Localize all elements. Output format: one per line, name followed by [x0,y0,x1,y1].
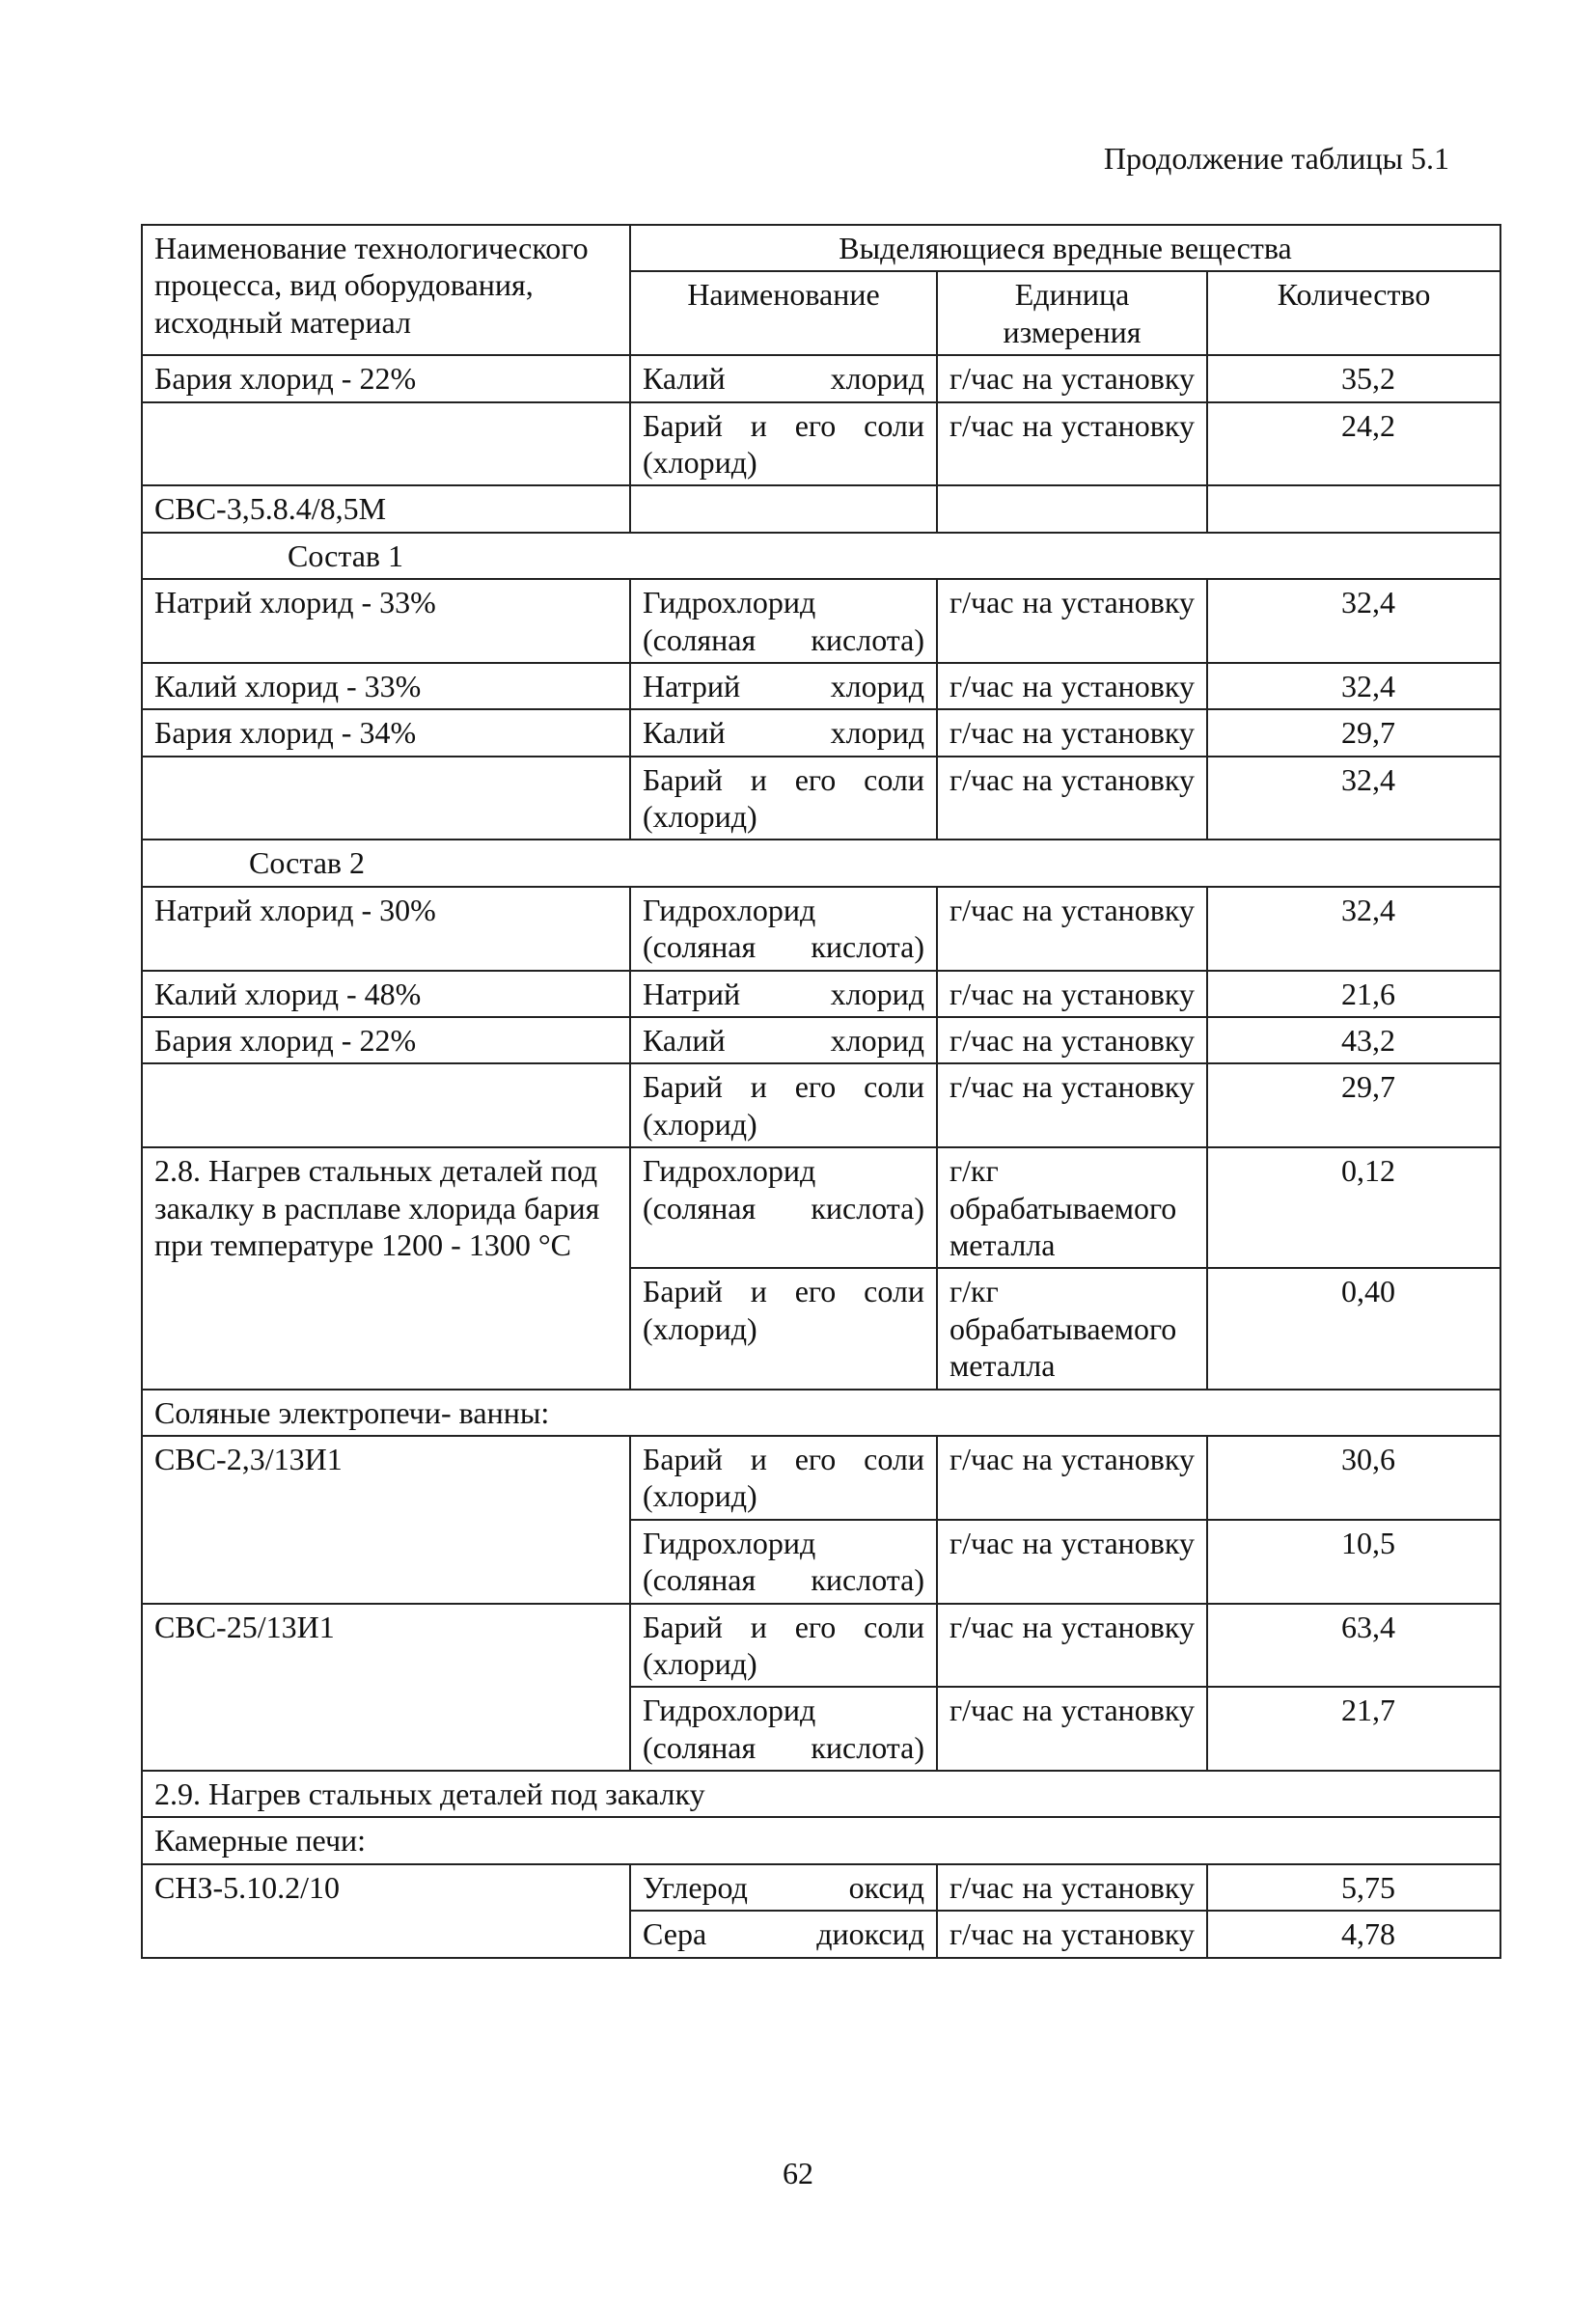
table-row [142,355,1500,401]
substance-name-cell: Гидрохлорид (соляная кислота) [630,1147,937,1268]
substance-name-cell: Калий хлорид [630,1017,937,1063]
table-row [142,887,1500,971]
emissions-table [141,224,1501,1959]
substance-name-cell: Гидрохлорид (соляная кислота) [630,579,937,663]
unit-cell: г/час на установку [937,1063,1207,1147]
substance-name-cell: Барий и его соли (хлорид) [630,1436,937,1520]
quantity-cell: 32,4 [1207,579,1500,663]
table-row [142,1436,1500,1520]
process-cell: Калий хлорид - 48% [142,971,630,1017]
unit-cell: г/час на установку [937,402,1207,486]
process-cell [142,402,630,486]
substance-name-cell: Гидрохлорид (соляная кислота) [630,1687,937,1771]
quantity-cell: 32,4 [1207,757,1500,840]
table-header-row [142,225,1500,271]
quantity-cell [1207,485,1500,532]
table-row [142,663,1500,709]
process-cell: Натрий хлорид - 30% [142,887,630,971]
substance-name-cell: Барий и его соли (хлорид) [630,1063,937,1147]
unit-cell: г/час на установку [937,887,1207,971]
quantity-cell: 0,12 [1207,1147,1500,1268]
unit-cell: г/час на установку [937,1436,1207,1520]
unit-cell: г/кг обрабатываемого металла [937,1268,1207,1389]
substance-name-cell: Барий и его соли (хлорид) [630,1604,937,1688]
process-cell: Бария хлорид - 34% [142,709,630,756]
table-row [142,533,1500,579]
substance-name-cell: Барий и его соли (хлорид) [630,402,937,486]
quantity-cell: 35,2 [1207,355,1500,401]
quantity-cell: 30,6 [1207,1436,1500,1520]
quantity-cell: 0,40 [1207,1268,1500,1389]
process-cell: СНЗ-5.10.2/10 [142,1864,630,1958]
substance-name-cell: Калий хлорид [630,709,937,756]
quantity-cell: 24,2 [1207,402,1500,486]
unit-cell: г/кг обрабатываемого металла [937,1147,1207,1268]
substance-name-cell: Натрий хлорид [630,971,937,1017]
table-row [142,579,1500,663]
table-row [142,1017,1500,1063]
unit-cell: г/час на установку [937,355,1207,401]
quantity-cell: 4,78 [1207,1911,1500,1957]
table-row [142,1864,1500,1911]
process-cell: 2.8. Нагрев стальных деталей под закалку в расплаве хлорида бария при температуре 1200 - 1300 °C [142,1147,630,1389]
table-row [142,1147,1500,1268]
quantity-cell: 32,4 [1207,663,1500,709]
table-caption: Продолжение таблицы 5.1 [1103,141,1449,176]
page-number: 62 [783,2156,813,2190]
table-row [142,840,1500,886]
unit-cell: г/час на установку [937,579,1207,663]
substance-name-cell [630,485,937,532]
header-quantity: Количество [1207,271,1500,355]
table-row [142,1390,1500,1436]
process-cell: Калий хлорид - 33% [142,663,630,709]
unit-cell: г/час на установку [937,709,1207,756]
substance-name-cell: Барий и его соли (хлорид) [630,1268,937,1389]
table-row [142,1063,1500,1147]
full-width-cell: Камерные печи: [142,1817,1500,1863]
process-cell: Бария хлорид - 22% [142,355,630,401]
section-title-cell: Состав 1 [142,533,1500,579]
table-row [142,971,1500,1017]
unit-cell: г/час на установку [937,971,1207,1017]
header-name: Наименование [630,271,937,355]
unit-cell: г/час на установку [937,1864,1207,1911]
header-unit: Единица измерения [937,271,1207,355]
header-process: Наименование технологического процесса, вид оборудования, исходный материал [142,225,630,355]
full-width-cell: 2.9. Нагрев стальных деталей под закалку [142,1771,1500,1817]
substance-name-cell: Барий и его соли (хлорид) [630,757,937,840]
table-row [142,485,1500,532]
quantity-cell: 29,7 [1207,1063,1500,1147]
quantity-cell: 10,5 [1207,1520,1500,1604]
header-substances-group: Выделяющиеся вредные вещества [630,225,1500,271]
unit-cell: г/час на установку [937,1017,1207,1063]
table-row [142,1771,1500,1817]
table-body [142,355,1500,1957]
quantity-cell: 5,75 [1207,1864,1500,1911]
process-cell: СВС-25/13И1 [142,1604,630,1772]
unit-cell: г/час на установку [937,663,1207,709]
substance-name-cell: Гидрохлорид (соляная кислота) [630,887,937,971]
substance-name-cell: Гидрохлорид (соляная кислота) [630,1520,937,1604]
unit-cell: г/час на установку [937,757,1207,840]
process-cell: Натрий хлорид - 33% [142,579,630,663]
table-row [142,1817,1500,1863]
quantity-cell: 43,2 [1207,1017,1500,1063]
process-cell: СВС-2,3/13И1 [142,1436,630,1604]
process-cell [142,1063,630,1147]
section-title-cell: Состав 2 [142,840,1500,886]
quantity-cell: 21,7 [1207,1687,1500,1771]
unit-cell: г/час на установку [937,1911,1207,1957]
table-row [142,1604,1500,1688]
full-width-cell: Соляные электропечи- ванны: [142,1390,1500,1436]
unit-cell: г/час на установку [937,1604,1207,1688]
substance-name-cell: Натрий хлорид [630,663,937,709]
substance-name-cell: Углерод оксид [630,1864,937,1911]
unit-cell: г/час на установку [937,1687,1207,1771]
quantity-cell: 32,4 [1207,887,1500,971]
table-row [142,757,1500,840]
process-cell [142,757,630,840]
table-row [142,402,1500,486]
process-cell: Бария хлорид - 22% [142,1017,630,1063]
table-row [142,709,1500,756]
quantity-cell: 63,4 [1207,1604,1500,1688]
substance-name-cell: Сера диоксид [630,1911,937,1957]
unit-cell: г/час на установку [937,1520,1207,1604]
unit-cell [937,485,1207,532]
process-cell: СВС-3,5.8.4/8,5М [142,485,630,532]
quantity-cell: 21,6 [1207,971,1500,1017]
substance-name-cell: Калий хлорид [630,355,937,401]
quantity-cell: 29,7 [1207,709,1500,756]
